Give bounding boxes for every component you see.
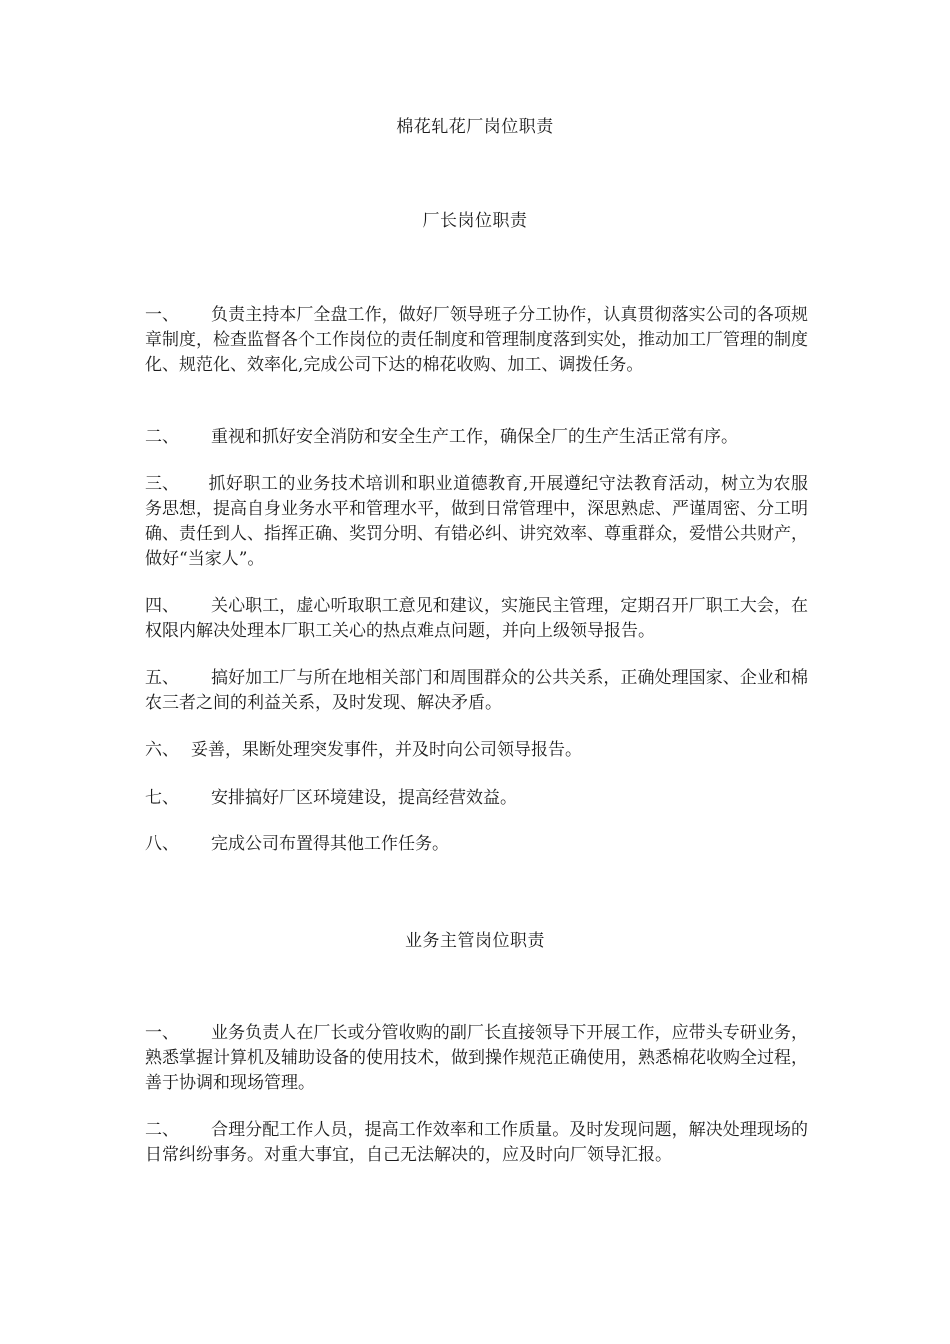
section-heading-business-manager: 业务主管岗位职责 [405, 931, 545, 951]
item-text: 妥善，果断处理突发事件，并及时向公司领导报告。 [191, 740, 582, 760]
item-number: 四、 [145, 596, 179, 616]
item-number: 二、 [145, 1120, 179, 1140]
director-duty-5 [145, 666, 808, 716]
item-text: 业务负责人在厂长或分管收购的副厂长直接领导下开展工作，应带头专研业务，熟悉掌握计算机及辅助设备的使用技术，做到操作规范正确使用，熟悉棉花收购全过程，善于协调和现场管理。 [145, 1023, 808, 1093]
item-number: 七、 [145, 788, 179, 808]
director-duty-8 [145, 832, 808, 857]
business-duty-1 [145, 1021, 808, 1096]
item-text: 安排搞好厂区环境建设，提高经营效益。 [211, 788, 517, 808]
item-text: 合理分配工作人员，提高工作效率和工作质量。及时发现问题，解决处理现场的日常纠纷事务。对重大事宜，自己无法解决的，应及时向厂领导汇报。 [145, 1120, 808, 1165]
item-number: 一、 [145, 1023, 179, 1043]
item-text: 重视和抓好安全消防和安全生产工作，确保全厂的生产生活正常有序。 [211, 427, 738, 447]
section-heading-director: 厂长岗位职责 [422, 211, 528, 231]
item-text: 搞好加工厂与所在地相关部门和周围群众的公共关系，正确处理国家、企业和棉农三者之间的利益关系，及时发现、解决矛盾。 [145, 668, 808, 713]
item-number: 二、 [145, 427, 179, 447]
item-text: 关心职工，虚心听取职工意见和建议，实施民主管理，定期召开厂职工大会，在权限内解决处理本厂职工关心的热点难点问题，并向上级领导报告。 [145, 596, 808, 641]
item-text: 抓好职工的业务技术培训和职业道德教育,开展遵纪守法教育活动，树立为农服务思想，提高自身业务水平和管理水平，做到日常管理中，深思熟虑、严谨周密、分工明确、责任到人、指挥正确、奖罚分明、有错必纠、讲究效率、尊重群众，爱惜公共财产，做好“当家人”。 [145, 474, 808, 569]
director-duty-3 [145, 472, 808, 572]
director-duty-6 [145, 738, 808, 763]
item-number: 六、 [145, 740, 179, 760]
item-number: 五、 [145, 668, 179, 688]
item-number: 八、 [145, 834, 179, 854]
item-number: 一、 [145, 305, 179, 325]
item-text: 完成公司布置得其他工作任务。 [211, 834, 449, 854]
director-duty-7 [145, 786, 808, 811]
business-duty-2 [145, 1118, 808, 1168]
item-text: 负责主持本厂全盘工作，做好厂领导班子分工协作，认真贯彻落实公司的各项规章制度，检查监督各个工作岗位的责任制度和管理制度落到实处，推动加工厂管理的制度化、规范化、效率化,完成公司下达的棉花收购、加工、调拨任务。 [145, 305, 808, 375]
item-number: 三、 [145, 474, 179, 494]
document-title: 棉花轧花厂岗位职责 [396, 117, 554, 137]
director-duty-4 [145, 594, 808, 644]
director-duty-2 [145, 425, 808, 450]
director-duty-1 [145, 303, 808, 378]
